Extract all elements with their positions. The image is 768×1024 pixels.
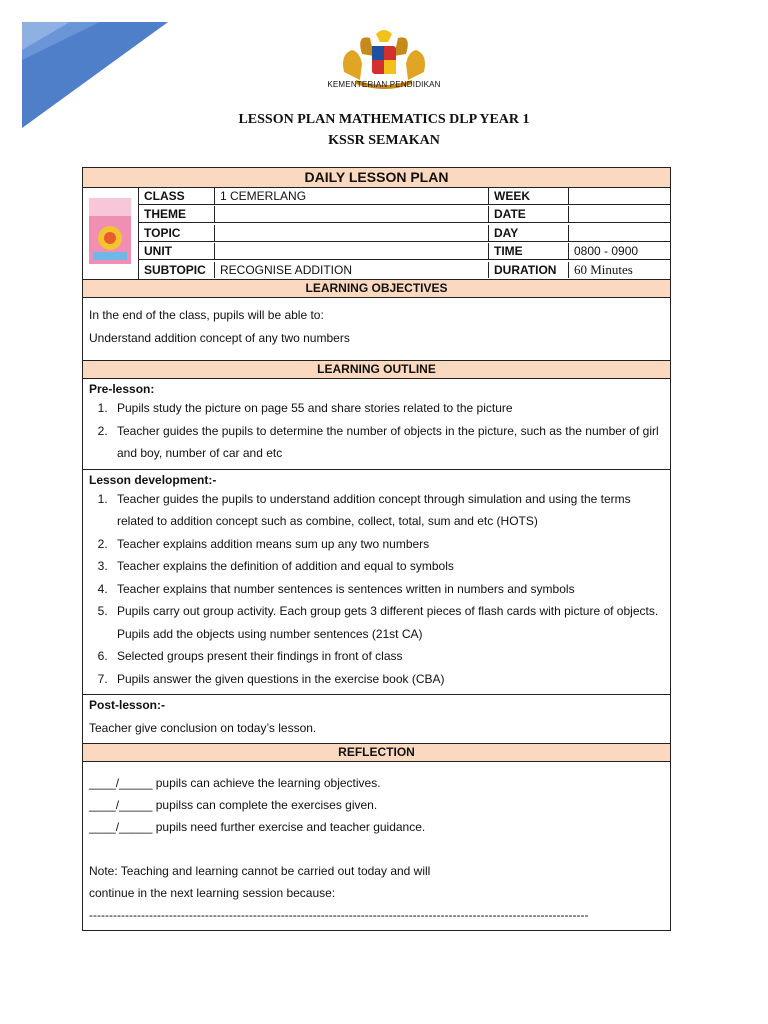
ministry-name: KEMENTERIAN PENDIDIKAN: [327, 80, 441, 89]
lesson-plan-table: [82, 167, 671, 931]
reflection-note: continue in the next learning session because:: [89, 886, 336, 900]
plan-info-grid: [83, 188, 670, 279]
theme-label: THEME: [139, 206, 215, 223]
week-value: [569, 188, 670, 205]
unit-label: UNIT: [139, 243, 215, 260]
topic-label: TOPIC: [139, 225, 215, 242]
list-item: 1. Pupils study the picture on page 55 and share stories related to the picture: [111, 397, 664, 420]
class-label: CLASS: [139, 188, 215, 205]
subtopic-label: SUBTOPIC: [139, 262, 215, 278]
pre-lesson-list: [83, 397, 670, 469]
textbook-cover-image: [83, 188, 139, 279]
date-value: [569, 206, 670, 223]
outline-heading: LEARNING OUTLINE: [83, 360, 670, 379]
class-value: 1 CEMERLANG: [215, 188, 489, 205]
duration-value: 60 Minutes: [574, 261, 633, 277]
pre-lesson-heading: Pre-lesson:: [89, 382, 155, 396]
subtopic-value: RECOGNISE ADDITION: [215, 262, 489, 278]
duration-label: DURATION: [489, 262, 569, 278]
post-lesson-heading: Post-lesson:-: [89, 698, 166, 712]
list-item: 4. Teacher explains that number sentences is sentences written in numbers and symbols: [111, 578, 664, 601]
objectives-heading: LEARNING OBJECTIVES: [83, 279, 670, 298]
reflection-heading: REFLECTION: [83, 743, 670, 762]
list-item: 3. Teacher explains the definition of addition and equal to symbols: [111, 555, 664, 578]
list-item: 5. Pupils carry out group activity. Each group gets 3 different pieces of flash cards with picture of objects. Pupils add the objects using number sentences (21st CA): [111, 600, 664, 645]
week-label: WEEK: [489, 188, 569, 205]
reflection-blank-line: -----------------------------------------------------------------------------------------------------------------------------: [89, 908, 589, 922]
objectives-body: [83, 298, 670, 360]
objectives-statement: Understand addition concept of any two numbers: [89, 331, 350, 345]
pre-lesson-section: [83, 379, 670, 469]
time-label: TIME: [489, 243, 569, 260]
list-item: 7. Pupils answer the given questions in the exercise book (CBA): [111, 668, 664, 691]
unit-value: [215, 243, 489, 260]
theme-value: [215, 206, 489, 223]
list-item: 1. Teacher guides the pupils to understand addition concept through simulation and using the terms related to addition concept such as combine, collect, total, sum and etc (HOTS): [111, 488, 664, 533]
reflection-line: ____/_____ pupilss can complete the exercises given.: [89, 798, 378, 812]
document-title: LESSON PLAN MATHEMATICS DLP YEAR 1: [238, 112, 530, 127]
reflection-body: [83, 762, 670, 930]
reflection-note: Note: Teaching and learning cannot be carried out today and will: [89, 864, 431, 878]
plan-heading: DAILY LESSON PLAN: [83, 168, 670, 188]
lesson-development-section: [83, 469, 670, 695]
post-lesson-text: Teacher give conclusion on today’s lesson.: [89, 721, 317, 735]
day-value: [569, 225, 670, 242]
lesson-development-heading: Lesson development:-: [89, 472, 217, 487]
reflection-line: ____/_____ pupils need further exercise and teacher guidance.: [89, 820, 426, 834]
list-item: 6. Selected groups present their findings in front of class: [111, 645, 664, 668]
day-label: DAY: [489, 225, 569, 242]
lesson-development-list: [83, 488, 670, 695]
list-item: 2. Teacher guides the pupils to determine the number of objects in the picture, such as the number of girl and boy, number of car and etc: [111, 420, 664, 465]
time-value: 0800 - 0900: [569, 243, 670, 260]
objectives-intro: In the end of the class, pupils will be able to:: [89, 308, 324, 322]
list-item: 2. Teacher explains addition means sum up any two numbers: [111, 533, 664, 556]
date-label: DATE: [489, 206, 569, 223]
document-subtitle: KSSR SEMAKAN: [328, 133, 440, 148]
post-lesson-section: [83, 694, 670, 743]
topic-value: [215, 225, 489, 242]
reflection-line: ____/_____ pupils can achieve the learning objectives.: [89, 776, 381, 790]
